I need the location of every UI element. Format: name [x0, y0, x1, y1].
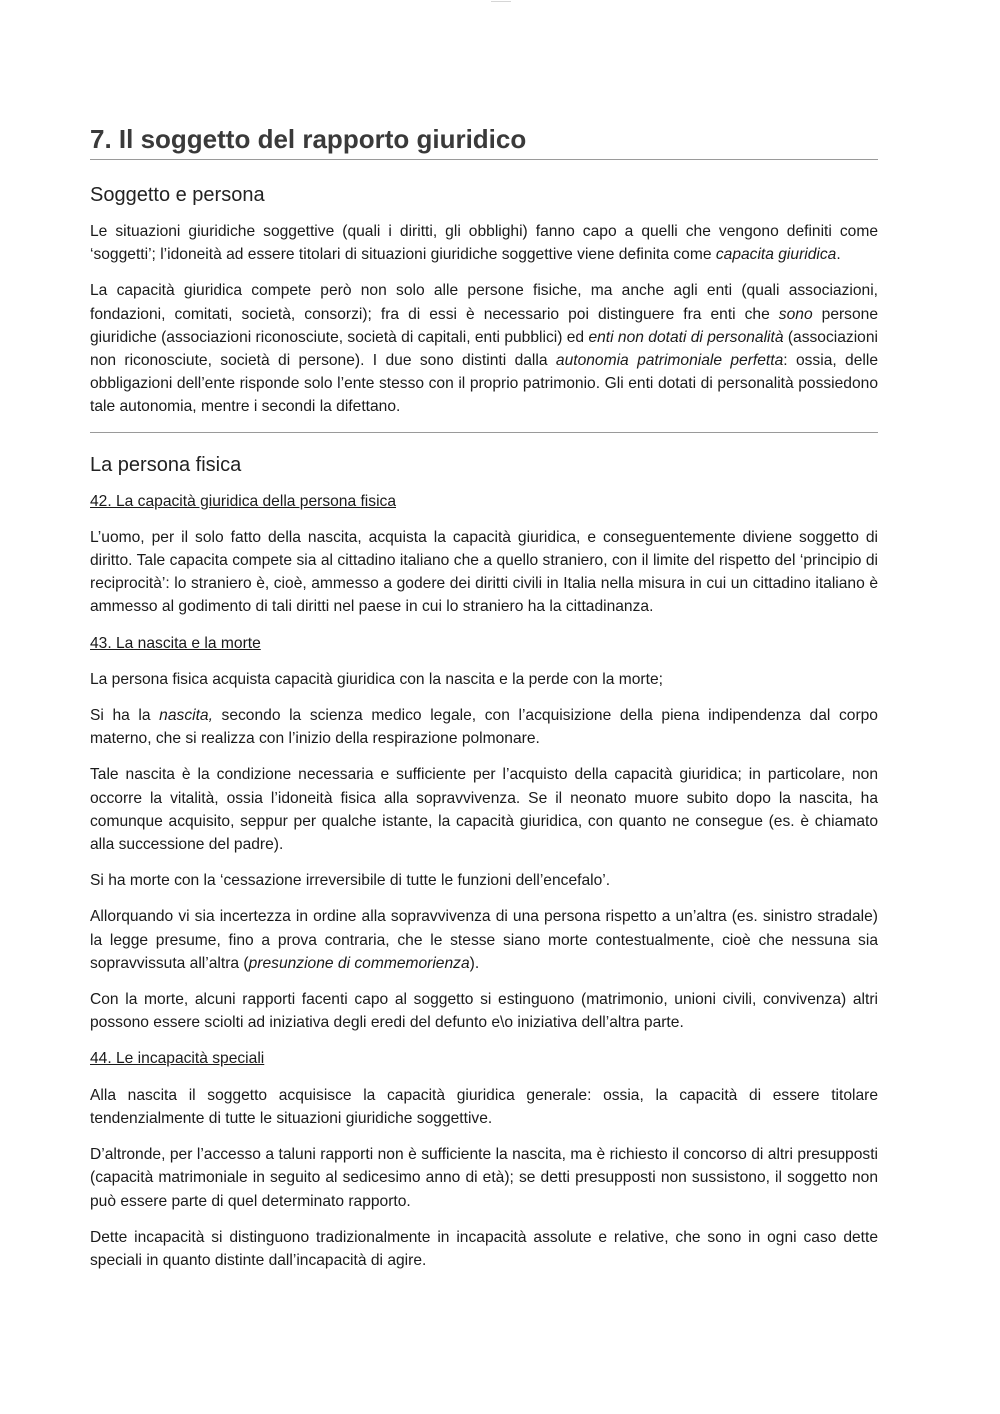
paragraph: Si ha morte con la ‘cessazione irreversibile di tutte le funzioni dell’encefalo’.	[90, 872, 611, 890]
page-header-mark	[491, 1, 511, 5]
subsection-title-44: 44. Le incapacità speciali	[90, 1050, 265, 1068]
paragraph: D’altronde, per l’accesso a taluni rapporti non è sufficiente la nascita, ma è richiesto il concorso di altri presupposti (capacità matrimoniale in seguito al sedicesimo anno di età); se detti presupposti non sussistono, il soggetto non può essere parte di quel determinato rapporto.	[90, 1146, 878, 1210]
section-heading-soggetto-persona: Soggetto e persona	[90, 184, 265, 206]
paragraph: Alla nascita il soggetto acquisisce la capacità giuridica generale: ossia, la capacità di essere titolare tendenzialmente di tutte le situazioni giuridiche soggettive.	[90, 1086, 878, 1127]
paragraph: La persona fisica acquista capacità giuridica con la nascita e la perde con la morte;	[90, 670, 663, 688]
paragraph: Si ha la nascita, secondo la scienza medico legale, con l’acquisizione della piena indipendenza dal corpo materno, che si realizza con l’inizio della respirazione polmonare.	[90, 707, 878, 748]
subsection-title-43: 43. La nascita e la morte	[90, 634, 261, 652]
subsection-title-42: 42. La capacità giuridica della persona fisica	[90, 492, 396, 510]
paragraph: Con la morte, alcuni rapporti facenti capo al soggetto si estinguono (matrimonio, unioni civili, convivenza) altri possono essere sciolti ad iniziativa degli eredi del defunto e\o iniziativa dell’altra parte.	[90, 991, 878, 1032]
document-page	[90, 122, 878, 1285]
paragraph: Allorquando vi sia incertezza in ordine alla sopravvivenza di una persona rispetto a un’altra (es. sinistro stradale) la legge presume, fino a prova contraria, che le stesse siano morte contestualmente, cioè che nessuna sia sopravvissuta all’altra (presunzione di commemorienza).	[90, 908, 878, 972]
section-heading-persona-fisica: La persona fisica	[90, 453, 242, 476]
paragraph: Tale nascita è la condizione necessaria e sufficiente per l’acquisto della capacità giuridica; in particolare, non occorre la vitalità, ossia l’idoneità fisica alla sopravvivenza. Se il neonato muore subito dopo la nascita, ha comunque acquisito, seppur per qualche istante, la capacità giuridica, con quanto ne consegue (es. è chiamato alla successione del padre).	[90, 766, 878, 854]
paragraph: L’uomo, per il solo fatto della nascita, acquista la capacità giuridica, e conseguentemente diviene soggetto di diritto. Tale capacita compete sia al cittadino italiano che a quello straniero, con il limite del rispetto del ‘principio di reciprocità’: lo straniero è, cioè, ammesso a godere dei diritti civili in Italia nella misura in cui un cittadino italiano è ammesso al godimento di tali diritti nel paese in cui lo straniero ha la cittadinanza.	[90, 528, 878, 616]
paragraph: Dette incapacità si distinguono tradizionalmente in incapacità assolute e relative, che sono in ogni caso dette speciali in quanto distinte dall’incapacità di agire.	[90, 1228, 878, 1269]
paragraph: Le situazioni giuridiche soggettive (quali i diritti, gli obblighi) fanno capo a quelli che vengono definiti come ‘soggetti’; l’idoneità ad essere titolari di situazioni giuridiche soggettive viene definita come capacita giuridica.	[90, 223, 878, 264]
section-divider	[90, 432, 878, 433]
paragraph: La capacità giuridica compete però non solo alle persone fisiche, ma anche agli enti (quali associazioni, fondazioni, comitati, società, consorzi); fra di essi è necessario poi distinguere fra enti che sono persone giuridiche (associazioni riconosciute, società di capitali, enti pubblici) ed enti non dotati di personalità (associazioni non riconosciute, società di persone). I due sono distinti dalla autonomia patrimoniale perfetta: ossia, delle obbligazioni dell’ente risponde solo l’ente stesso con il proprio patrimonio. Gli enti dotati di personalità possiedono tale autonomia, mentre i secondi la difettano.	[90, 282, 878, 416]
chapter-title: 7. Il soggetto del rapporto giuridico	[90, 122, 878, 160]
